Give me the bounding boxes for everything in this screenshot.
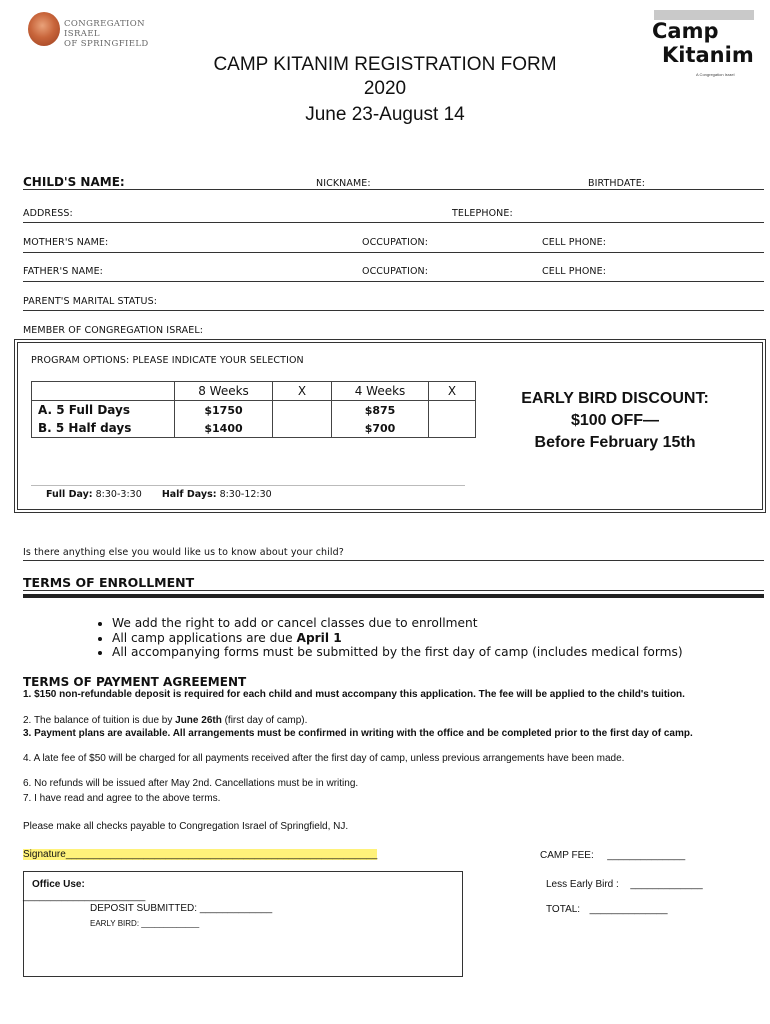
payment-heading: TERMS OF PAYMENT AGREEMENT xyxy=(23,675,247,689)
total-row xyxy=(546,904,668,915)
list-item: • We add the right to add or cancel classes due to enrollment xyxy=(112,616,683,631)
mother-occupation-label: OCCUPATION: xyxy=(362,237,429,248)
table-row xyxy=(32,401,476,420)
marital-status-field[interactable] xyxy=(23,310,764,311)
logo-sub-text: A Congregation Israel xyxy=(696,72,735,77)
child-name-label: CHILD'S NAME: xyxy=(23,175,125,189)
form-year: 2020 xyxy=(363,78,407,99)
camp-fee-row xyxy=(540,850,685,861)
option-a-8-price: $1750 xyxy=(175,401,273,420)
hours-divider xyxy=(31,485,465,486)
option-a-8-checkbox[interactable] xyxy=(273,401,332,420)
address-label: ADDRESS: xyxy=(23,208,73,219)
signature-label: Signature xyxy=(23,849,66,860)
table-row xyxy=(32,419,476,438)
form-title: CAMP KITANIM REGISTRATION FORM xyxy=(213,54,557,75)
option-b-4-checkbox[interactable] xyxy=(429,419,476,438)
terms-divider-thick xyxy=(23,594,764,598)
camp-fee-field[interactable]: ______________ xyxy=(607,850,686,861)
half-day-time: 8:30-12:30 xyxy=(219,489,272,500)
term-2-tail: (first day of camp). xyxy=(221,715,308,726)
member-field[interactable] xyxy=(23,339,323,340)
address-field[interactable] xyxy=(23,222,764,223)
member-label: MEMBER OF CONGREGATION ISRAEL: xyxy=(23,325,204,336)
office-early-bird-row xyxy=(90,919,199,928)
header-x-8: X xyxy=(273,382,332,401)
table-header-row xyxy=(32,382,476,401)
congregation-logo xyxy=(20,10,158,48)
office-leading-line: ______________________ xyxy=(23,891,146,902)
child-name-field[interactable] xyxy=(23,189,764,190)
father-field[interactable] xyxy=(23,281,764,282)
term-text: All camp applications are due xyxy=(112,630,297,645)
anything-else-field[interactable] xyxy=(23,560,764,561)
header-blank xyxy=(32,382,175,401)
office-early-bird-field[interactable]: _____________ xyxy=(141,919,200,928)
payment-term-7: 7. I have read and agree to the above terms. xyxy=(23,793,221,804)
list-item: • All accompanying forms must be submitted by the first day of camp (includes medical forms) xyxy=(112,645,683,660)
option-b-4-price: $700 xyxy=(332,419,429,438)
telephone-label: TELEPHONE: xyxy=(452,208,513,219)
father-name-label: FATHER'S NAME: xyxy=(23,266,103,277)
signature-field[interactable] xyxy=(23,849,377,860)
term-date: April 1 xyxy=(296,630,342,645)
camp-fee-label: CAMP FEE: xyxy=(540,850,594,861)
full-day-time: 8:30-3:30 xyxy=(95,489,142,500)
anything-else-label: Is there anything else you would like us to know about your child? xyxy=(23,547,344,558)
office-use-heading: Office Use: xyxy=(32,879,85,890)
mother-field[interactable] xyxy=(23,252,764,253)
program-options-table xyxy=(31,381,476,438)
option-b-8-checkbox[interactable] xyxy=(273,419,332,438)
half-day-label: Half Days: xyxy=(161,489,217,500)
nickname-label: NICKNAME: xyxy=(316,178,371,189)
mother-name-label: MOTHER'S NAME: xyxy=(23,237,109,248)
option-b-label: B. 5 Half days xyxy=(32,419,175,438)
total-field[interactable]: ______________ xyxy=(589,904,668,915)
birthdate-label: BIRTHDATE: xyxy=(588,178,646,189)
office-early-bird-label: EARLY BIRD: xyxy=(90,919,140,928)
early-bird-line-1: EARLY BIRD DISCOUNT: xyxy=(521,390,709,407)
payment-term-6: 6. No refunds will be issued after May 2nd. Cancellations must be in writing. xyxy=(23,778,359,789)
father-occupation-label: OCCUPATION: xyxy=(362,266,429,277)
option-a-4-price: $875 xyxy=(332,401,429,420)
mother-cell-label: CELL PHONE: xyxy=(542,237,607,248)
terms-divider-thin xyxy=(23,590,764,591)
header-8-weeks: 8 Weeks xyxy=(175,382,273,401)
father-cell-label: CELL PHONE: xyxy=(542,266,607,277)
marital-status-label: PARENT'S MARITAL STATUS: xyxy=(23,296,158,307)
option-a-label: A. 5 Full Days xyxy=(32,401,175,420)
seal-icon xyxy=(28,12,60,46)
hours-line xyxy=(46,489,272,500)
org-line-1: CONGREGATION ISRAEL xyxy=(64,19,146,39)
list-item xyxy=(112,631,683,646)
congregation-logo-text xyxy=(64,19,158,49)
option-b-8-price: $1400 xyxy=(175,419,273,438)
early-bird-discount xyxy=(488,388,742,454)
deposit-row xyxy=(90,903,272,914)
payment-term-2 xyxy=(23,716,693,727)
option-a-4-checkbox[interactable] xyxy=(429,401,476,420)
logo-camp-text: Camp xyxy=(652,19,719,43)
full-day-label: Full Day: xyxy=(46,489,93,500)
less-early-row xyxy=(546,879,703,890)
form-dates: June 23-August 14 xyxy=(305,104,465,125)
org-line-2: OF SPRINGFIELD xyxy=(64,39,149,49)
total-label: TOTAL: xyxy=(546,904,581,915)
logo-kitanim-text: Kitanim xyxy=(662,43,754,67)
payment-term-4: 4. A late fee of $50 will be charged for all payments received after the first day of camp, unless previous arrangements have been made. xyxy=(23,753,625,764)
header-4-weeks: 4 Weeks xyxy=(332,382,429,401)
early-bird-line-2: $100 OFF— xyxy=(570,412,660,429)
deposit-field[interactable]: _____________ xyxy=(199,903,273,914)
header-x-4: X xyxy=(429,382,476,401)
term-2-date: June 26th xyxy=(175,715,222,726)
early-bird-line-3: Before February 15th xyxy=(534,434,696,451)
less-early-field[interactable]: _____________ xyxy=(630,879,703,890)
program-heading: PROGRAM OPTIONS: PLEASE INDICATE YOUR SELECTION xyxy=(31,355,304,366)
terms-list xyxy=(90,616,683,660)
checks-note: Please make all checks payable to Congregation Israel of Springfield, NJ. xyxy=(23,821,349,832)
signature-line: ________________________________________________________ xyxy=(65,849,378,860)
payment-term-1: 1. $150 non-refundable deposit is required for each child and must accompany this application. The fee will be applied to the child's tuition. xyxy=(23,689,685,700)
payment-term-3: 3. Payment plans are available. All arrangements must be confirmed in writing with the office and be completed prior to the first day of camp. xyxy=(23,728,693,739)
terms-enrollment-heading: TERMS OF ENROLLMENT xyxy=(23,575,195,590)
less-early-label: Less Early Bird : xyxy=(546,879,619,890)
office-use-box xyxy=(23,871,463,977)
deposit-label: DEPOSIT SUBMITTED: xyxy=(90,903,198,914)
term-2-text: 2. The balance of tuition is due by xyxy=(23,715,176,726)
